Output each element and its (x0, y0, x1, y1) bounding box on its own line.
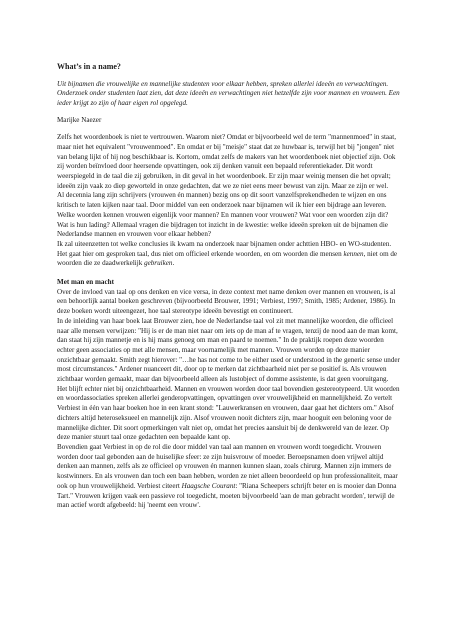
paragraph-6-text: Bovendien gaat Verbiest in op de rol die door middel van taal aan mannen en vrouwen wordt toegedicht. Vrouwen worden door taal gebonden aan de huiselijke sfeer: ze zijn huisvrouw of moeder. Beroepsnamen doen vrijwel altijd denken aan mannen, zelfs als ze officieel op vrouwen én mannen kunnen slaan, zoals chirurg. Mannen zijn immers de kostwinners. En als vrouwen dan toch een baan hebben, worden ze niet alleen beoordeeld op hun professionaliteit, maar ook op hun vrouwelijkheid. Verbiest citeert (57, 442, 398, 490)
intro-paragraph: Uit bijnamen die vrouwelijke en mannelijke studenten voor elkaar hebben, spreken allerlei ideeën en verwachtingen. Onderzoek onder studenten laat zien, dat deze ideeën en verwachtingen niet hetzelfde zijn voor mannen en vrouwen. Een ieder krijgt zo zijn of haar eigen rol opgelegd. (57, 80, 400, 107)
document-page (57, 62, 401, 511)
paragraph-2d-text: . (172, 259, 175, 268)
emphasis-newspaper: Haagsche Courant (181, 481, 236, 490)
paragraph-3: Over de invloed van taal op ons denken en vice versa, in deze context met name denken over mannen en vrouwen, is al een behoorlijk aantal boeken geschreven (bijvoorbeeld Brouwer, 1991; Verbiest, 1997; Smith, 1985; Ardener, 1986). In deze boeken wordt uiteengezet, hoe taal stereotype ideeën bevestigt en continueert. (57, 287, 396, 316)
section-heading: Met man en macht (57, 278, 114, 287)
paragraph-2b (57, 240, 401, 269)
paragraph-2a: Al decennia lang zijn schrijvers (vrouwen én mannen) bezig ons op dit soort vanzelfsprekendheden te wijzen en ons kritisch te laten kijken naar taal. Door middel van een onderzoek naar bijnamen wil ik hier een bijdrage aan leveren. Welke woorden kennen vrouwen eigenlijk voor mannen? En mannen voor vrouwen? Wat voor een woorden zijn dit? Wat is hun lading? Allemaal vragen die bijdragen tot inzicht in de kwestie: welke ideeën spreken uit de bijnamen die Nederlandse mannen en vrouwen voor elkaar hebben? (57, 191, 389, 239)
paragraph-1: Zelfs het woordenboek is niet te vertrouwen. Waarom niet? Omdat er bijvoorbeeld wel de term "mannenmoed" in staat, maar niet het equivalent "vrouwenmoed". En omdat er bij "meisje" staat dat ze huwbaar is, terwijl het bij "jongen" niet van belang lijkt of hij nog beschikbaar is. Kortom, omdat zelfs de makers van het woordenboek niet objectief zijn. Ook zij worden beïnvloed door heersende opvattingen, ook zij denken vanuit een bepaald referentiekader. Dit wordt weerspiegeld in de taal die zij gebruiken, in dit geval in het woordenboek. Er zijn maar weinig mensen die het opvalt; ideeën zijn vaak zo diep geworteld in onze gedachten, dat we ze niet eens meer bewust van zijn. Maar ze zijn er wel. (57, 133, 396, 190)
paragraph-4: In de inleiding van haar boek laat Brouwer zien, hoe de Nederlandse taal vol zit met mannelijke woorden, die officieel naar alle mensen verwijzen: "Hij is er de man niet naar om iets op de man af te vragen, tenzij de nood aan de man komt, dan staat hij zijn mannetje en is hij mans genoeg om man en paard te noemen." In de praktijk roepen deze woorden echter geen associaties op met alle mensen, maar voornamelijk met mannen. Vrouwen worden op deze manier onzichtbaar gemaakt. Smith zegt hierover: "…he has not come to be either used or understood in the generic sense under most circumstances." Ardener nuanceert dit, door op te merken dat zichtbaarheid niet per se positief is. Als vrouwen zichtbaar worden gemaakt, maar dan bijvoorbeeld alleen als lustobject of domme assistente, is dat geen vooruitgang. (57, 316, 400, 384)
page-title: What’s in a name? (57, 62, 121, 71)
paragraph-6 (57, 443, 401, 511)
paragraph-2c-text: , niet om de woorden die ze daadwerkelijk (57, 249, 398, 268)
paragraph-2b-text: Ik zal uiteenzetten tot welke conclusies ik kwam na onderzoek naar bijnamen onder achttien HBO- en WO-studenten. Het gaat hier om gesproken taal, dus niet om officieel erkende woorden, en om woorden die mensen (57, 239, 392, 258)
emphasis-gebruiken: gebruiken (144, 259, 173, 268)
author-name: Marijke Naezer (57, 115, 102, 124)
paragraph-6b-text: : "Riana Scheepers schrijft beter en is mooier dan Donna Tart." Vrouwen krijgen vaak een passieve rol toegedicht, moeten bijvoorbeeld 'aan de man gebracht worden', terwijl de man actief wordt afgebeeld: hij 'neemt een vrouw'. (57, 481, 397, 510)
emphasis-kennen: kennen (343, 249, 364, 258)
paragraph-5: Het blijft echter niet bij onzichtbaarheid. Mannen en vrouwen worden door taal bovendien gestereotypeerd. Uit woorden en woordassociaties spreken allerlei genderopvattingen, opvattingen over vrouwelijkheid en mannelijkheid. Zo vertelt Verbiest in één van haar boeken hoe in een krant stond: "Lauwerkransen en vrouwen, daar gaat het dichters om." Alsof dichters altijd heteroseksueel en mannelijk zijn. Alsof vrouwen nooit dichters zijn, maar hooguit een beloning voor de mannelijke dichter. Dit soort opmerkingen valt niet op, omdat het precies aansluit bij de denkwereld van de lezer. Op deze manier stuurt taal onze gedachten een bepaalde kant op. (57, 384, 400, 442)
